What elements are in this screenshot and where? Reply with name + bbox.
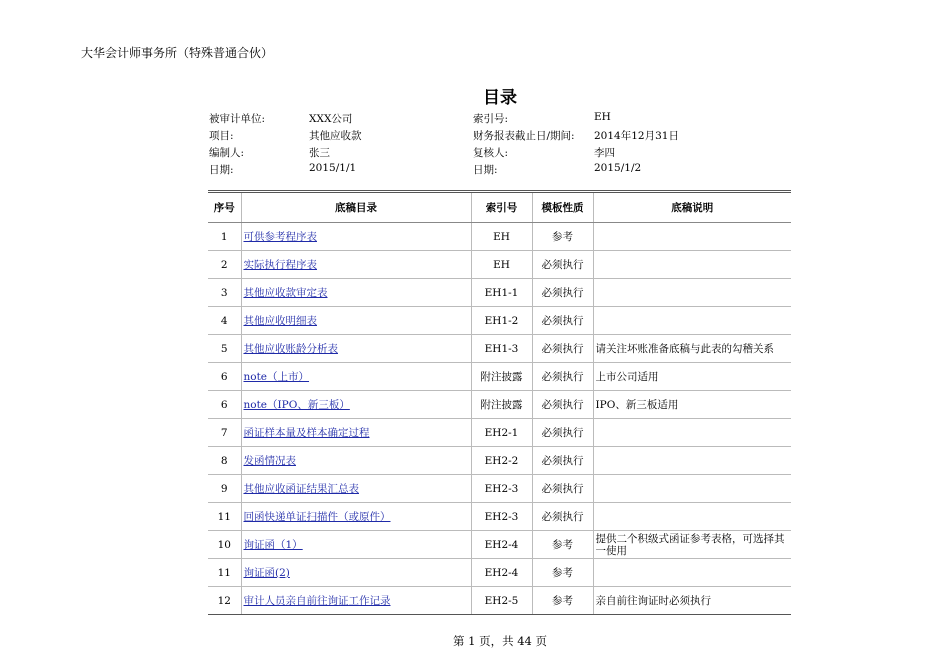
row-index-ref: EH2-4 xyxy=(471,531,532,559)
worksheet-link[interactable]: note（IPO、新三板） xyxy=(243,399,350,411)
worksheet-link[interactable]: 其他应收函证结果汇总表 xyxy=(243,483,359,495)
period-value: 2014年12月31日 xyxy=(594,130,679,142)
worksheet-link[interactable]: 审计人员亲自前往询证工作记录 xyxy=(243,595,391,607)
table-row xyxy=(208,391,791,419)
row-note: 请关注坏账准备底稿与此表的勾稽关系 xyxy=(593,335,791,363)
row-template-type: 参考 xyxy=(532,531,593,559)
row-index-ref: EH2-3 xyxy=(471,475,532,503)
row-number: 6 xyxy=(208,391,241,419)
date2-value: 2015/1/2 xyxy=(594,162,642,174)
page-title: 目录 xyxy=(483,88,517,108)
row-template-type: 必须执行 xyxy=(532,307,593,335)
row-template-type: 必须执行 xyxy=(532,475,593,503)
row-template-type: 必须执行 xyxy=(532,419,593,447)
row-note xyxy=(593,307,791,335)
row-number: 3 xyxy=(208,279,241,307)
row-number: 11 xyxy=(208,503,241,531)
row-worksheet-name[interactable] xyxy=(241,335,471,363)
row-number: 7 xyxy=(208,419,241,447)
worksheet-link[interactable]: 其他应收账龄分析表 xyxy=(243,343,338,355)
reviewer-label: 复核人: xyxy=(473,147,509,159)
row-index-ref: EH1-2 xyxy=(471,307,532,335)
row-number: 12 xyxy=(208,587,241,615)
row-template-type: 必须执行 xyxy=(532,251,593,279)
entity-value: XXX公司 xyxy=(309,113,353,125)
row-note: 上市公司适用 xyxy=(593,363,791,391)
worksheet-link[interactable]: 询证函(2) xyxy=(243,567,290,579)
row-number: 2 xyxy=(208,251,241,279)
col-header-name: 底稿目录 xyxy=(241,192,471,223)
date2-label: 日期: xyxy=(473,164,498,176)
table-row xyxy=(208,531,791,559)
table-header-row xyxy=(208,192,791,223)
index-label: 索引号: xyxy=(473,113,509,125)
table-row xyxy=(208,503,791,531)
row-note xyxy=(593,503,791,531)
row-worksheet-name[interactable] xyxy=(241,475,471,503)
item-value: 其他应收款 xyxy=(309,130,362,142)
row-template-type: 必须执行 xyxy=(532,447,593,475)
row-note xyxy=(593,279,791,307)
table-row xyxy=(208,587,791,615)
row-template-type: 参考 xyxy=(532,223,593,251)
contents-table xyxy=(208,190,791,615)
col-header-no: 序号 xyxy=(208,192,241,223)
table-row xyxy=(208,419,791,447)
firm-name: 大华会计师事务所（特殊普通合伙） xyxy=(81,46,274,60)
row-number: 10 xyxy=(208,531,241,559)
row-index-ref: EH xyxy=(471,251,532,279)
row-index-ref: 附注披露 xyxy=(471,391,532,419)
table-row xyxy=(208,363,791,391)
row-worksheet-name[interactable] xyxy=(241,279,471,307)
row-index-ref: 附注披露 xyxy=(471,363,532,391)
table-row xyxy=(208,279,791,307)
table-row xyxy=(208,475,791,503)
worksheet-link[interactable]: 询证函（1） xyxy=(243,539,303,551)
row-note xyxy=(593,419,791,447)
row-worksheet-name[interactable] xyxy=(241,251,471,279)
row-worksheet-name[interactable] xyxy=(241,531,471,559)
row-worksheet-name[interactable] xyxy=(241,363,471,391)
row-index-ref: EH2-4 xyxy=(471,559,532,587)
worksheet-link[interactable]: 实际执行程序表 xyxy=(243,259,317,271)
row-worksheet-name[interactable] xyxy=(241,307,471,335)
row-index-ref: EH1-3 xyxy=(471,335,532,363)
table-row xyxy=(208,223,791,251)
row-template-type: 必须执行 xyxy=(532,279,593,307)
reviewer-value: 李四 xyxy=(594,147,615,159)
row-note: IPO、新三板适用 xyxy=(593,391,791,419)
worksheet-link[interactable]: 可供参考程序表 xyxy=(243,231,317,243)
row-number: 11 xyxy=(208,559,241,587)
row-number: 8 xyxy=(208,447,241,475)
row-number: 4 xyxy=(208,307,241,335)
row-note xyxy=(593,447,791,475)
row-index-ref: EH2-1 xyxy=(471,419,532,447)
row-worksheet-name[interactable] xyxy=(241,419,471,447)
row-template-type: 必须执行 xyxy=(532,335,593,363)
item-label: 项目: xyxy=(209,130,234,142)
row-template-type: 必须执行 xyxy=(532,503,593,531)
row-number: 1 xyxy=(208,223,241,251)
worksheet-link[interactable]: 其他应收明细表 xyxy=(243,315,317,327)
index-value: EH xyxy=(594,111,611,123)
date1-label: 日期: xyxy=(209,164,234,176)
row-index-ref: EH1-1 xyxy=(471,279,532,307)
date1-value: 2015/1/1 xyxy=(309,162,357,174)
row-note xyxy=(593,559,791,587)
row-template-type: 参考 xyxy=(532,587,593,615)
row-index-ref: EH2-5 xyxy=(471,587,532,615)
table-row xyxy=(208,307,791,335)
row-worksheet-name[interactable] xyxy=(241,503,471,531)
preparer-label: 编制人: xyxy=(209,147,245,159)
row-number: 9 xyxy=(208,475,241,503)
row-worksheet-name[interactable] xyxy=(241,559,471,587)
row-number: 6 xyxy=(208,363,241,391)
row-worksheet-name[interactable] xyxy=(241,391,471,419)
table-row xyxy=(208,447,791,475)
row-note xyxy=(593,223,791,251)
row-worksheet-name[interactable] xyxy=(241,587,471,615)
col-header-ref: 索引号 xyxy=(471,192,532,223)
row-worksheet-name[interactable] xyxy=(241,223,471,251)
row-index-ref: EH xyxy=(471,223,532,251)
row-index-ref: EH2-3 xyxy=(471,503,532,531)
worksheet-link[interactable]: 回函快递单证扫描件（或原件） xyxy=(243,511,391,523)
preparer-value: 张三 xyxy=(309,147,330,159)
row-worksheet-name[interactable] xyxy=(241,447,471,475)
row-note: 亲自前往询证时必须执行 xyxy=(593,587,791,615)
row-template-type: 必须执行 xyxy=(532,363,593,391)
period-label: 财务报表截止日/期间: xyxy=(473,130,575,142)
row-template-type: 参考 xyxy=(532,559,593,587)
row-number: 5 xyxy=(208,335,241,363)
worksheet-link[interactable]: 函证样本量及样本确定过程 xyxy=(243,427,370,439)
table-row xyxy=(208,559,791,587)
row-index-ref: EH2-2 xyxy=(471,447,532,475)
entity-label: 被审计单位: xyxy=(209,113,266,125)
row-template-type: 必须执行 xyxy=(532,391,593,419)
page-number: 第 1 页，共 44 页 xyxy=(452,634,548,648)
row-note xyxy=(593,475,791,503)
table-row xyxy=(208,335,791,363)
worksheet-link[interactable]: 发函情况表 xyxy=(243,455,296,467)
row-note: 提供二个积级式函证参考表格，可选择其一使用 xyxy=(593,531,791,559)
worksheet-link[interactable]: note（上市） xyxy=(243,371,310,383)
col-header-type: 模板性质 xyxy=(532,192,593,223)
table-row xyxy=(208,251,791,279)
worksheet-link[interactable]: 其他应收款审定表 xyxy=(243,287,328,299)
col-header-note: 底稿说明 xyxy=(593,192,791,223)
row-note xyxy=(593,251,791,279)
